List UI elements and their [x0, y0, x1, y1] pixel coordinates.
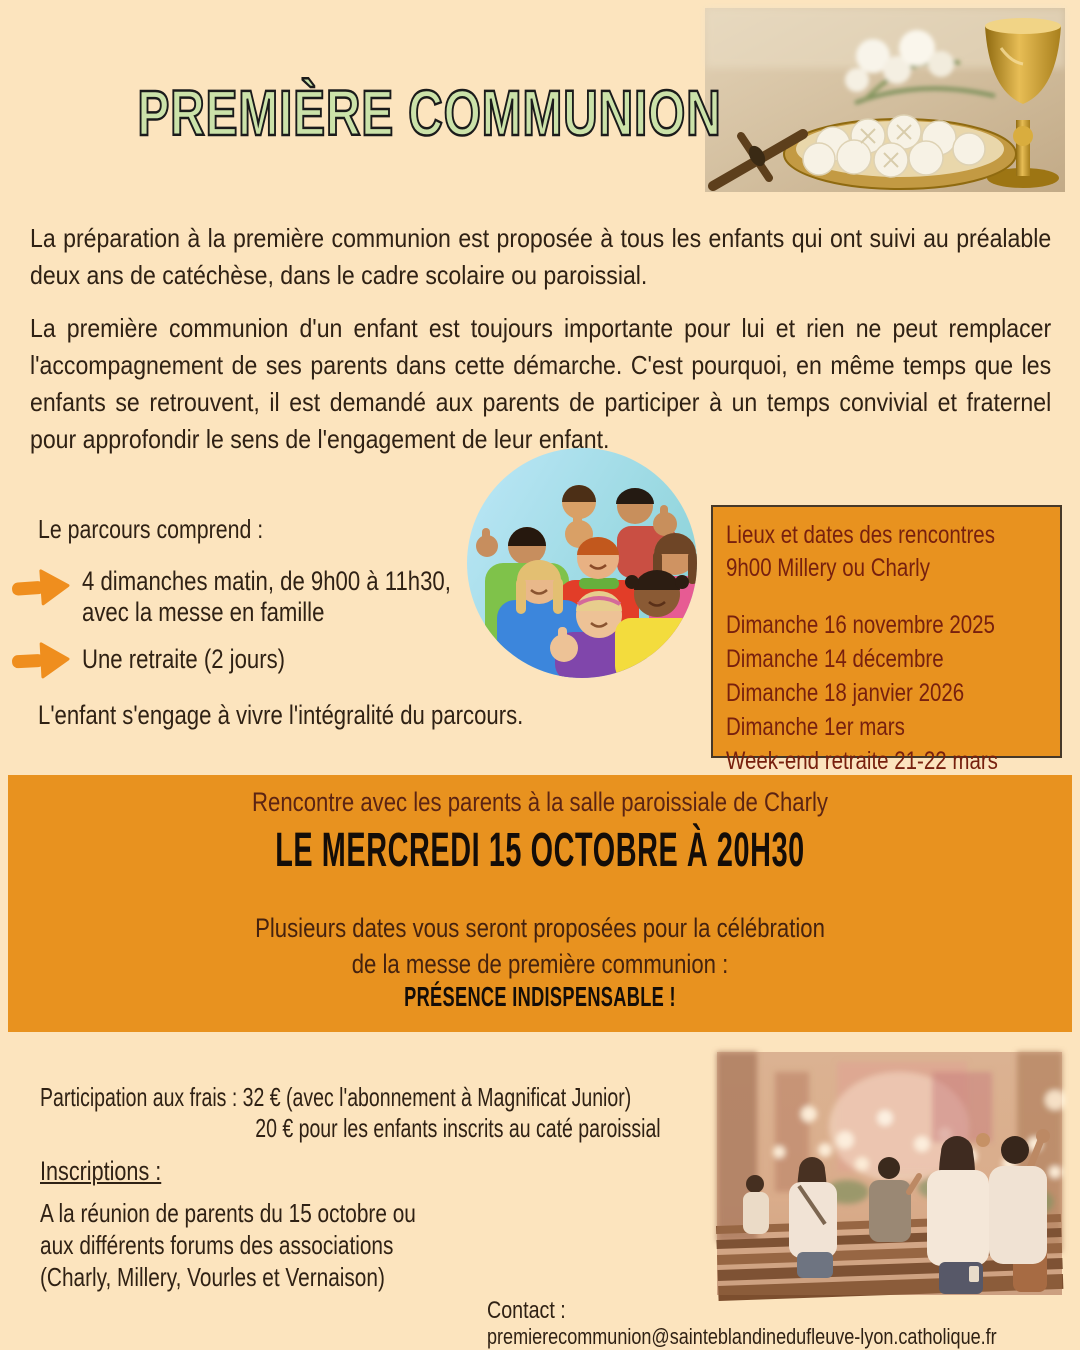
engagement-note: L'enfant s'engage à vivre l'intégralité du parcours.: [38, 700, 524, 730]
intro-paragraph-1: La préparation à la première communion est proposée à tous les enfants qui ont suivi au préalable deux ans de catéchèse, dans le cadre scolaire ou paroissial.: [30, 223, 1052, 290]
banner-detail-lines: Plusieurs dates vous seront proposées pour la célébration de la messe de première communion :: [255, 913, 825, 979]
church-prayer-photo: [717, 1052, 1062, 1295]
page-title-text: PREMIÈRE COMMUNION: [137, 77, 722, 149]
banner-intro-line: Rencontre avec les parents à la salle paroissiale de Charly: [252, 787, 828, 817]
communion-chalice-photo: [705, 8, 1065, 192]
inscriptions-heading: Inscriptions :: [40, 1156, 162, 1186]
dates-box-header: Lieux et dates des rencontres 9h00 Millery ou Charly: [726, 521, 995, 582]
contact-block: [487, 1297, 997, 1350]
banner-headline: LE MERCREDI 15 OCTOBRE À 20H30: [275, 824, 805, 877]
dates-box-list: Dimanche 16 novembre 2025 Dimanche 14 décembre Dimanche 18 janvier 2026 Dimanche 1er mars Week-end retraite 21-22 mars: [726, 611, 998, 775]
fees-text: Participation aux frais : 32 € (avec l'abonnement à Magnificat Junior) 20 € pour les enfants inscrits au caté paroissial: [40, 1082, 661, 1143]
arrow-icon: [10, 641, 70, 679]
arrow-icon: [10, 568, 70, 606]
contact-label: Contact :: [487, 1297, 566, 1324]
page-title: [40, 76, 722, 150]
contact-email: premierecommunion@sainteblandinedufleuve-lyon.catholique.fr: [487, 1324, 997, 1349]
dates-box: [711, 505, 1062, 775]
parcours-item-1: 4 dimanches matin, de 9h00 à 11h30, avec la messe en famille: [82, 566, 451, 627]
meeting-banner: [8, 775, 1072, 1032]
inscriptions-lines: A la réunion de parents du 15 octobre ou aux différents forums des associations (Charly, Millery, Vourles et Vernaison): [40, 1198, 416, 1292]
children-thumbs-up-photo: [467, 448, 697, 678]
intro-paragraph-2: La première communion d'un enfant est toujours importante pour lui et rien ne peut remplacer l'accompagnement de ses parents dans cette démarche. C'est pourquoi, en même temps que les enfants se retrouvent, il est demandé aux parents de participer à un temps convivial et fraternel pour approfondir le sens de l'engagement de leur enfant.: [30, 313, 1052, 454]
parcours-item-2: Une retraite (2 jours): [82, 644, 286, 674]
inscriptions-section: [40, 1156, 416, 1293]
banner-emphasis: PRÉSENCE INDISPENSABLE !: [404, 981, 676, 1012]
parcours-heading: Le parcours comprend :: [38, 514, 264, 544]
